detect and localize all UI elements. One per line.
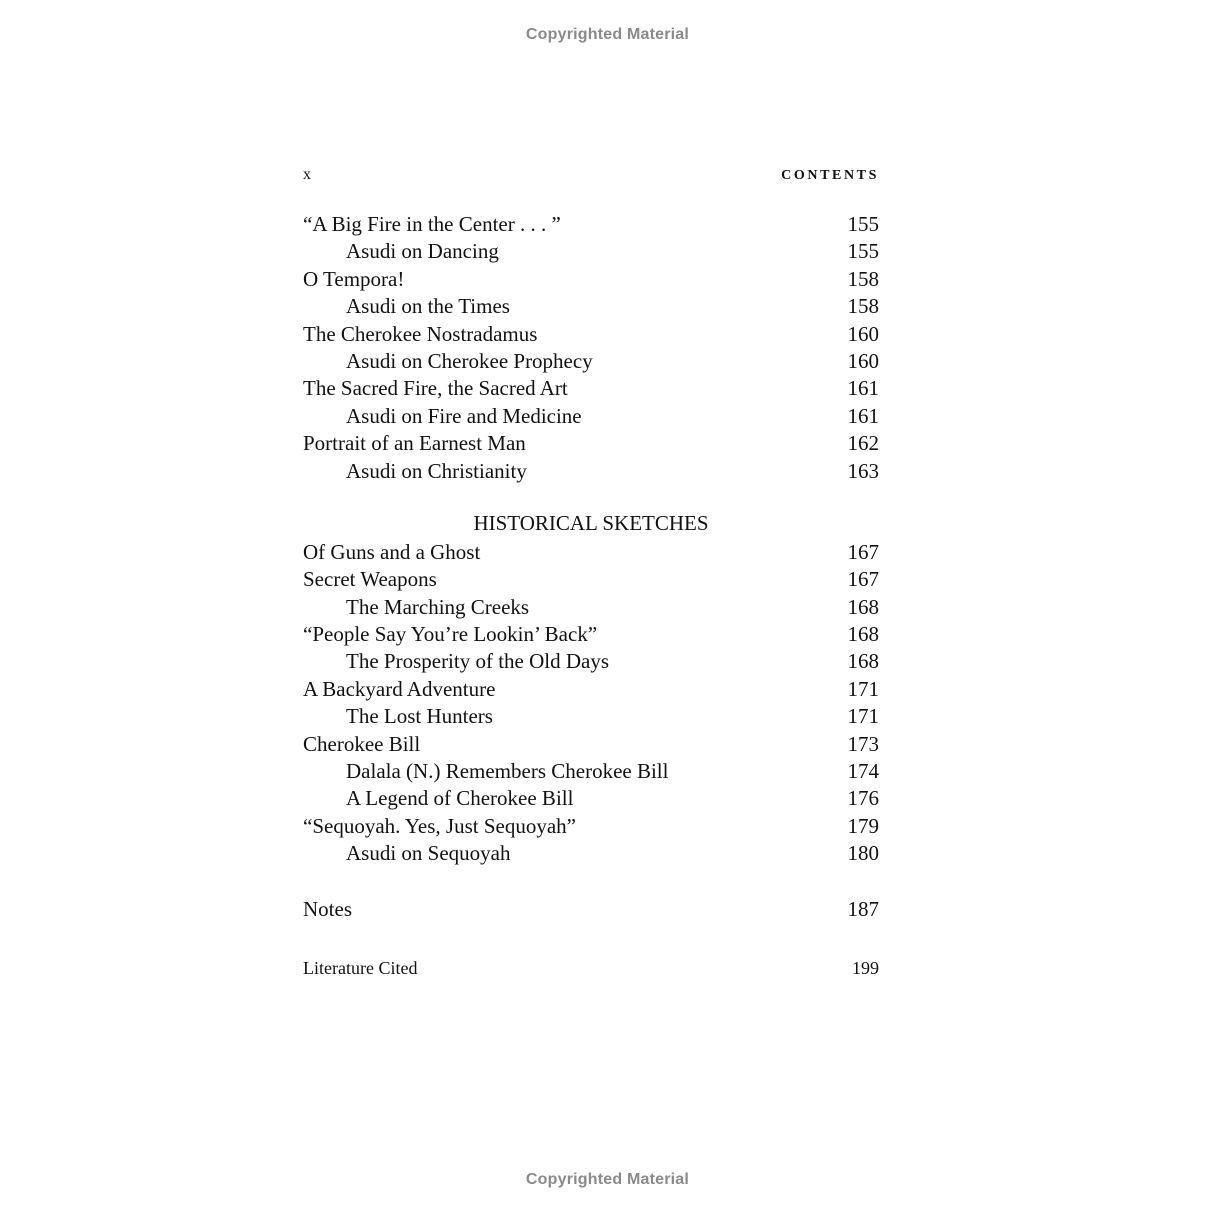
toc-entry-page: 180 — [847, 841, 879, 866]
toc-entry-title: A Backyard Adventure — [303, 676, 496, 701]
toc-entry-title: Portrait of an Earnest Man — [303, 431, 526, 456]
toc-entry-title: The Sacred Fire, the Sacred Art — [303, 376, 568, 401]
toc-entry-title: The Marching Creeks — [346, 594, 530, 619]
toc-entry-page: 171 — [847, 676, 879, 701]
toc-entry — [303, 566, 879, 593]
toc-entry-page: 167 — [847, 539, 879, 564]
toc-entry — [303, 375, 879, 402]
toc-entry-title: Of Guns and a Ghost — [303, 539, 481, 564]
toc-entry-page: 161 — [847, 403, 879, 428]
toc-subentry — [303, 293, 879, 320]
toc-entry-page: 163 — [847, 458, 879, 483]
toc-entry-title: The Prosperity of the Old Days — [346, 649, 610, 674]
toc-entry-page: 161 — [847, 376, 879, 401]
toc-subentry — [303, 648, 879, 675]
toc-entry-title: Notes — [303, 896, 352, 921]
copyright-watermark-top: Copyrighted Material — [525, 26, 690, 43]
toc-entry-page: 167 — [847, 567, 879, 592]
toc-entry — [303, 266, 879, 293]
toc-group-2 — [303, 539, 879, 868]
copyright-watermark-bottom: Copyrighted Material — [525, 1171, 690, 1188]
toc-subentry — [303, 785, 879, 812]
toc-entry-title: Literature Cited — [303, 957, 418, 978]
toc-subentry — [303, 594, 879, 621]
toc-entry-title: Dalala (N.) Remembers Cherokee Bill — [346, 759, 669, 784]
toc-subentry — [303, 348, 879, 375]
toc-entry-page: 160 — [847, 348, 879, 373]
toc-entry — [303, 539, 879, 566]
toc-entry-title: Cherokee Bill — [303, 731, 421, 756]
toc-entry-page: 168 — [847, 622, 879, 647]
toc-entry-page: 158 — [847, 294, 879, 319]
running-title: CONTENTS — [781, 168, 879, 183]
toc-entry-title: Asudi on Fire and Medicine — [346, 403, 582, 428]
toc-entry-page: 158 — [847, 266, 879, 291]
toc-entry-title: Asudi on the Times — [346, 294, 510, 319]
toc-entry-page: 176 — [847, 786, 879, 811]
toc-entry-page: 171 — [847, 704, 879, 729]
toc-entry-page: 162 — [847, 431, 879, 456]
toc-entry-title: Asudi on Christianity — [346, 458, 527, 483]
toc-entry-title: The Cherokee Nostradamus — [303, 321, 538, 346]
contents-page — [303, 166, 879, 981]
page-number: x — [303, 166, 311, 183]
section-heading: HISTORICAL SKETCHES — [473, 510, 709, 535]
toc-entry-literature-cited — [303, 955, 879, 981]
toc-subentry — [303, 238, 879, 265]
toc-entry-title: Asudi on Dancing — [346, 239, 499, 264]
toc-entry-title: “People Say You’re Lookin’ Back” — [303, 622, 598, 647]
toc-entry-title: A Legend of Cherokee Bill — [346, 786, 574, 811]
toc-subentry — [303, 840, 879, 867]
toc-entry-title: O Tempora! — [303, 266, 405, 291]
toc-entry-title: Asudi on Cherokee Prophecy — [346, 348, 593, 373]
toc-entry-title: Secret Weapons — [303, 567, 437, 592]
toc-entry — [303, 430, 879, 457]
toc-entry — [303, 211, 879, 238]
toc-entry-title: Asudi on Sequoyah — [346, 841, 511, 866]
toc-entry — [303, 676, 879, 703]
toc-entry-title: The Lost Hunters — [346, 704, 493, 729]
toc-entry — [303, 731, 879, 758]
toc-entry-page: 174 — [847, 759, 879, 784]
toc-entry-page: 160 — [847, 321, 879, 346]
running-head — [303, 166, 879, 196]
toc-entry — [303, 813, 879, 840]
toc-subentry — [303, 758, 879, 785]
toc-entry-page: 168 — [847, 594, 879, 619]
toc-subentry — [303, 703, 879, 730]
toc-entry-page: 155 — [847, 212, 879, 236]
toc-entry-page: 168 — [847, 649, 879, 674]
toc-entry-notes — [303, 895, 879, 923]
toc-entry-page: 187 — [847, 896, 879, 921]
toc-group-1 — [303, 211, 879, 485]
toc-entry-page: 173 — [847, 731, 879, 756]
toc-subentry — [303, 403, 879, 430]
toc-entry-page: 179 — [847, 813, 879, 838]
toc-entry — [303, 621, 879, 648]
toc-entry — [303, 321, 879, 348]
toc-entry-page: 199 — [852, 957, 879, 978]
toc-subentry — [303, 458, 879, 485]
toc-entry-page: 155 — [847, 239, 879, 264]
toc-entry-title: “A Big Fire in the Center . . . ” — [303, 212, 561, 236]
toc-entry-title: “Sequoyah. Yes, Just Sequoyah” — [303, 813, 576, 838]
